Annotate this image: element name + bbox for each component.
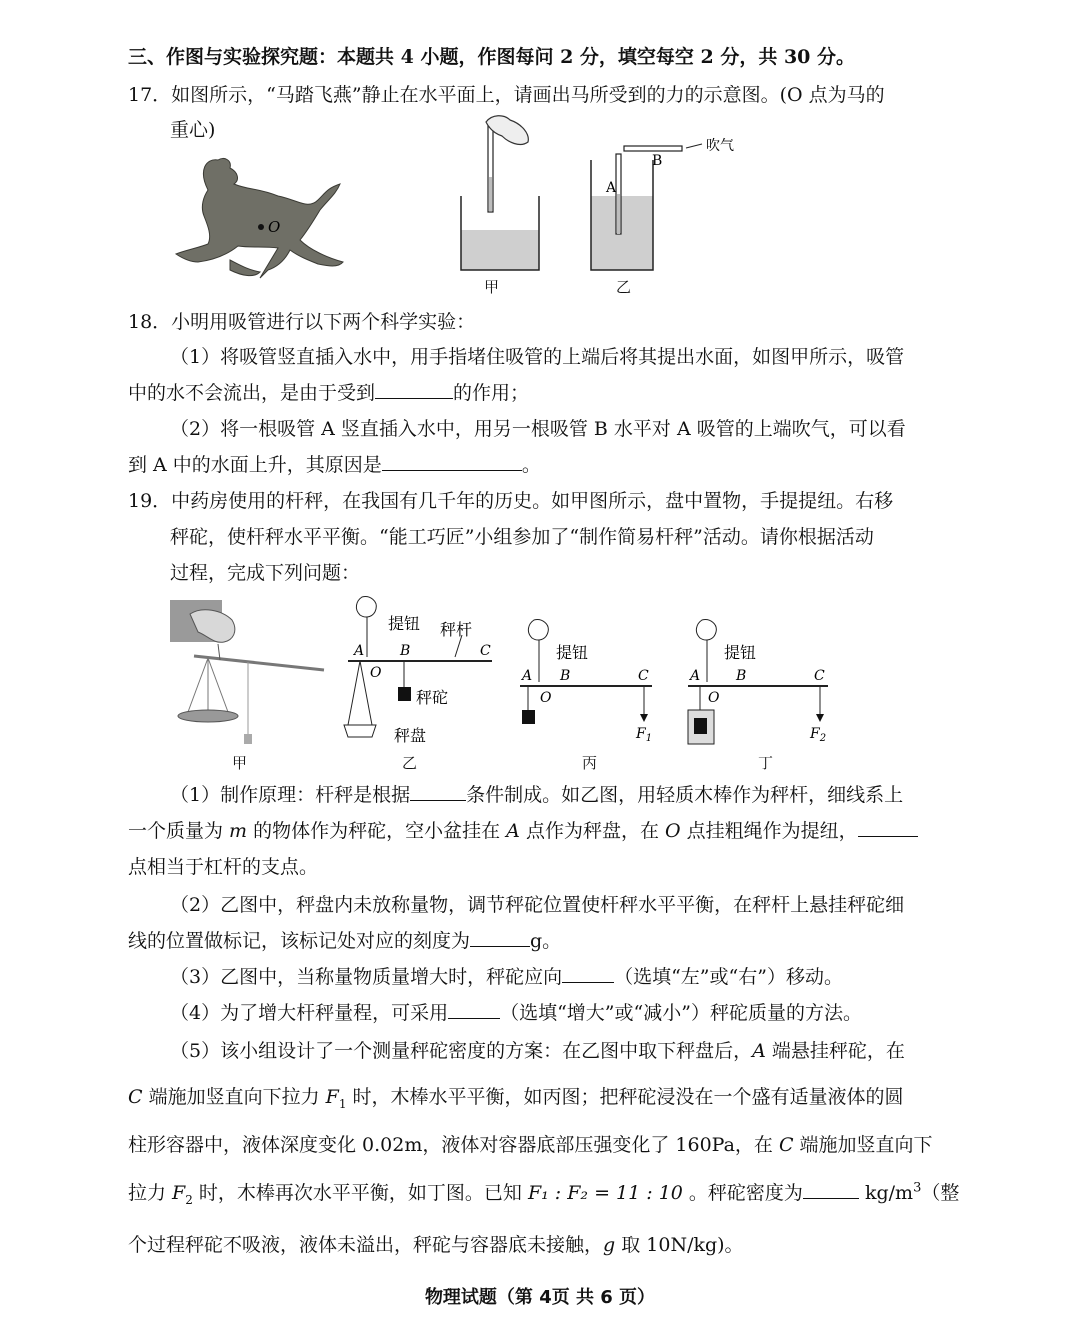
q17-text-line2: 重心) xyxy=(170,119,216,141)
straw-a-label: A xyxy=(606,180,617,196)
steelyard-ding-label: 丁 xyxy=(758,754,774,772)
q18-p1-line1: （1）将吸管竖直插入水中，用手指堵住吸管的上端后将其提出水面，如图甲所示，吸管 xyxy=(170,346,905,368)
q19-s5-line2: C 端施加竖直向下拉力 $F_1$ 时，木棒水平平衡，如丙图；把秤砣浸没在一个盛有适量液体的圆 xyxy=(128,1086,904,1111)
bing-o-label: O xyxy=(540,690,552,706)
q19-s1-line2: 一个质量为 m 的物体作为秤砣，空小盆挂在 A 点作为秤盘，在 O 点挂粗绳作为提纽， xyxy=(128,816,918,843)
yi-a-label: A xyxy=(354,643,365,659)
bing-a-label: A xyxy=(522,668,533,684)
ding-o-label: O xyxy=(708,690,720,706)
q19-s5-line3: 柱形容器中，液体深度变化 0.02m，液体对容器底部压强变化了 160Pa，在 C 端施加竖直向下 xyxy=(128,1134,933,1156)
yi-chengtuo-label: 秤砣 xyxy=(416,688,449,707)
steelyard-bing-label: 丙 xyxy=(582,754,598,772)
bing-f1-label: $F_1$ xyxy=(636,726,653,744)
q19-intro-line1: 19．中药房使用的杆秤，在我国有几千年的历史。如甲图所示，盘中置物，手提提纽。右移 xyxy=(128,490,894,512)
q18-p2-line2: 到 A 中的水面上升，其原因是 。 xyxy=(128,454,541,476)
answer-blank-6[interactable] xyxy=(562,964,614,983)
center-of-gravity-dot xyxy=(258,224,264,230)
q19-intro-line3: 过程，完成下列问题： xyxy=(170,562,361,584)
q19-s2-line2: 线的位置做标记，该标记处对应的刻度为 g。 xyxy=(128,930,562,952)
answer-blank-8[interactable] xyxy=(803,1180,859,1199)
q18-intro: 18．小明用吸管进行以下两个科学实验： xyxy=(128,311,476,333)
answer-blank-4[interactable] xyxy=(858,818,918,837)
q19-s5-line5: 个过程秤砣不吸液，液体未溢出，秤砣与容器底未接触，g 取 10N/kg)。 xyxy=(128,1234,744,1256)
answer-blank-3[interactable] xyxy=(410,782,466,801)
steelyard-ding-figure xyxy=(680,618,840,748)
straw-jia-figure xyxy=(450,112,550,272)
q19-s5-line4: 拉力 $F_2$ 时，木棒再次水平平衡，如丁图。已知 F₁ : F₂ = 11 : 10 。秤砣密度为 $kg/m^3$（整 xyxy=(128,1180,960,1207)
yi-c-label: C xyxy=(480,643,491,659)
steelyard-yi-figure xyxy=(340,595,500,750)
yi-chengpan-label: 秤盘 xyxy=(394,726,427,745)
fig-yi-label: 乙 xyxy=(616,278,632,296)
q19-s3-line: （3）乙图中，当称量物质量增大时，秤砣应向 （选填“左”或“右”）移动。 xyxy=(170,966,843,988)
fig-jia-label: 甲 xyxy=(484,278,500,296)
q18-p2-line1: （2）将一根吸管 A 竖直插入水中，用另一根吸管 B 水平对 A 吸管的上端吹气，可以看 xyxy=(170,418,906,440)
bing-tiniu-label: 提钮 xyxy=(556,643,589,662)
q19-s4-line: （4）为了增大杆秤量程，可采用 （选填“增大”或“减小”）秤砣质量的方法。 xyxy=(170,1002,862,1024)
answer-blank-7[interactable] xyxy=(448,1000,500,1019)
steelyard-yi-label: 乙 xyxy=(402,754,418,772)
q19-s1-line3: 点相当于杠杆的支点。 xyxy=(128,856,319,878)
steelyard-jia-figure xyxy=(168,600,328,750)
section-header: 三、作图与实验探究题：本题共 4 小题，作图每问 2 分，填空每空 2 分，共 30 分。 xyxy=(128,46,856,68)
q18-p1-line2: 中的水不会流出，是由于受到 的作用； xyxy=(128,382,530,404)
q19-s5-line1: （5）该小组设计了一个测量秤砣密度的方案：在乙图中取下秤盘后，A 端悬挂秤砣，在 xyxy=(170,1040,905,1062)
ding-b-label: B xyxy=(736,668,747,684)
answer-blank-1[interactable] xyxy=(375,380,453,399)
bing-c-label: C xyxy=(638,668,649,684)
flying-horse-figure xyxy=(168,150,358,285)
q19-intro-line2: 秤砣，使杆秤水平平衡。“能工巧匠”小组参加了“制作简易杆秤”活动。请你根据活动 xyxy=(170,526,874,548)
ding-f2-label: $F_2$ xyxy=(810,726,827,744)
blow-label: 吹气 xyxy=(706,138,734,154)
page-footer: 物理试题（第 4页 共 6 页） xyxy=(424,1287,656,1308)
yi-o-label: O xyxy=(370,665,382,681)
ding-tiniu-label: 提钮 xyxy=(724,643,757,662)
q19-s2-line1: （2）乙图中，秤盘内未放称量物，调节秤砣位置使杆秤水平平衡，在秤杆上悬挂秤砣细 xyxy=(170,894,905,916)
point-o-label: O xyxy=(268,218,281,236)
straw-yi-figure xyxy=(582,138,752,274)
ding-c-label: C xyxy=(814,668,825,684)
ding-a-label: A xyxy=(690,668,701,684)
yi-tiniu-label: 提钮 xyxy=(388,614,421,633)
answer-blank-2[interactable] xyxy=(382,452,522,471)
bing-b-label: B xyxy=(560,668,571,684)
answer-blank-5[interactable] xyxy=(470,928,530,947)
steelyard-bing-figure xyxy=(512,618,662,748)
steelyard-jia-label: 甲 xyxy=(232,754,248,772)
q19-s1-line1: （1）制作原理：杆秤是根据 条件制成。如乙图，用轻质木棒作为秤杆，细线系上 xyxy=(170,784,904,806)
yi-b-label: B xyxy=(400,643,411,659)
straw-b-label: B xyxy=(652,153,663,169)
yi-chenggan-label: 秤杆 xyxy=(440,620,473,639)
q17-text-line1: 17．如图所示，“马踏飞燕”静止在水平面上，请画出马所受到的力的示意图。(O 点为马的 xyxy=(128,84,885,106)
